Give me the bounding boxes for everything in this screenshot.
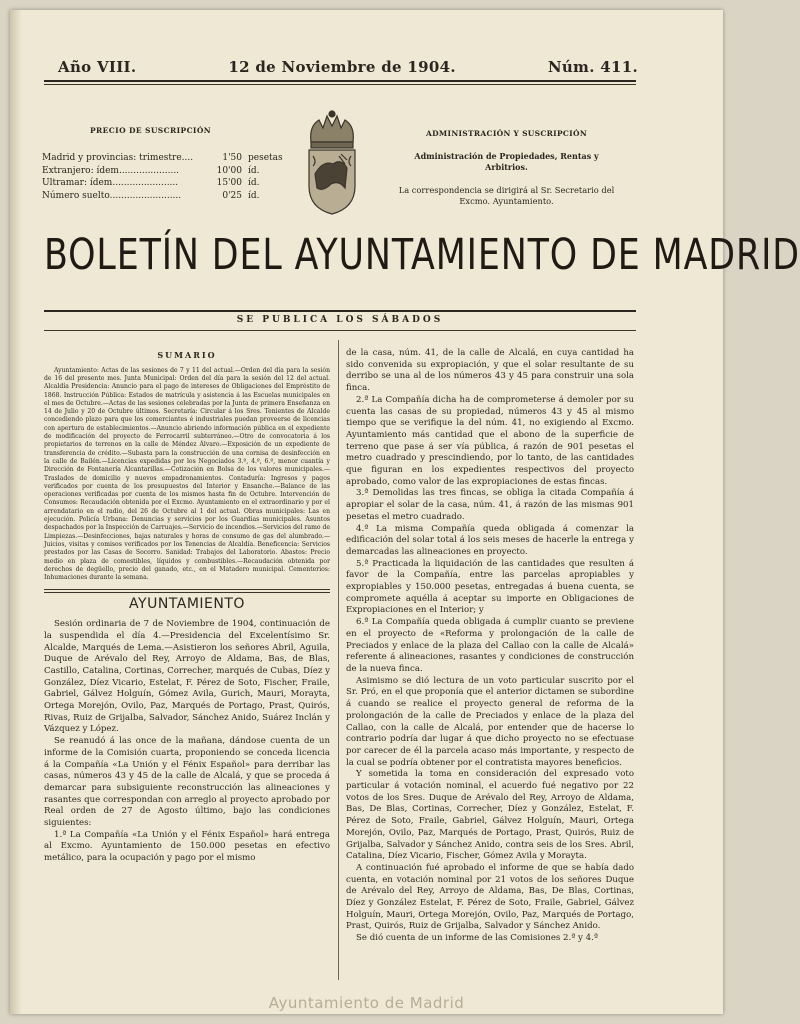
price-unit: pesetas <box>248 153 283 163</box>
price-label: Madrid y provincias: trimestre.... <box>42 153 194 163</box>
admin-note: La correspondencia se dirigirá al Sr. Secretario del Excmo. Ayuntamiento. <box>398 185 615 206</box>
issue-date: 12 de Noviembre de 1904. <box>228 58 456 76</box>
right-paragraph: 2.ª La Compañía dicha ha de comprometerse á demoler por su cuenta las casas de su propiedad, números 43 y 45 al mismo tiempo que se verifique la del núm. 41, no exigiendo al Excmo. Ayuntamiento más cantidad que el abono de la superficie de terreno que pase á ser vía pública, á razón de 901 pesetas el metro cuadrado y prescindiendo, por lo tanto, de las cantidades que figuran en los expedientes respectivos del proyecto aprobado, como valor de las expropiaciones de estas fincas. <box>346 394 634 487</box>
left-column <box>44 350 330 865</box>
masthead-rule-bottom <box>44 330 636 331</box>
price-row <box>42 177 290 190</box>
right-paragraph: Y sometida la toma en consideración del expresado voto particular á votación nominal, el acuerdo fué negativo por 22 votos de los Sres. Duque de Arévalo del Rey, Arroyo de Aldama, Bas, De Blas, Cortinas, Correcher, Díez y González, Estelat, F. Pérez de Soto, Fraile, Gabriel, Gálvez Holguín, Mauri, Ortega Morejón, Ovilo, Paz, Marqués de Portago, Prast, Quirós, Ruiz de Grijalba, Salvador y Sánchez Anido, contra seis de los Sres. Abril, Catalina, Díez Vicario, Fischer, Gómez Avila y Morayta. <box>346 769 634 862</box>
right-paragraph: Asimismo se dió lectura de un voto particular suscrito por el Sr. Pró, en el que proponía que el anterior dictamen se subordine á cuando se realice el proyecto general de reforma de la prolongación de la calle de Preciados y enlace de la plaza del Callao, con la calle de Alcalá, por entender que de hacerse lo contrario podría dar lugar á que dicho proyecto no se efectuase por carecer de él la parcela acaso más importante, y respecto de la cual se podría obtener por el contratista mayores beneficios. <box>346 675 634 768</box>
right-paragraph: de la casa, núm. 41, de la calle de Alcalá, en cuya cantidad ha sido convenida su expropiación, y que el solar resultante de su derribo se una al de los números 43 y 45 para construir una sola finca. <box>346 348 634 394</box>
price-value: 10'00 <box>216 165 242 176</box>
price-label: Número suelto......................... <box>42 190 182 201</box>
price-label: Extranjero: ídem..................... <box>42 165 180 176</box>
price-unit: íd. <box>248 165 260 176</box>
madrid-coat-of-arms-icon <box>301 108 363 218</box>
column-divider <box>338 340 340 980</box>
masthead-tagline: SE PUBLICA LOS SÁBADOS <box>236 315 444 325</box>
right-paragraph: 5.ª Practicada la liquidación de las cantidades que resulten á favor de la Compañía, entre las parcelas apropiables y expropiables y 150.000 pesetas, entregadas á buena cuenta, se compromete aquélla á aceptar su importe en Obligaciones de Expropiaciones en el Interior; y <box>346 558 634 616</box>
issue-number: Núm. 411. <box>547 58 638 76</box>
price-row <box>42 152 290 165</box>
right-column <box>346 348 634 945</box>
price-value: 1'50 <box>222 153 242 163</box>
watermark-footer: Ayuntamiento de Madrid <box>268 994 465 1012</box>
summary-text: Ayuntamiento: Actas de las sesiones de 7 y 11 del actual.—Orden del día para la sesión de 16 del presente mes. Junta Municipal: Orden del día para la sesión del 12 del actual. Alcaldía Presidencia: Anuncio para el pago de intereses de Obligaciones del Empréstito de 1868. Instrucción Pública: Estados de matrícula y asistencia á las Escuelas municipales en el mes de Octubre.—Actas de las sesiones celebradas por la Junta de primera Enseñanza en 14 de Julio y 20 de Octubre últimos. Secretaría: Circular á los Sres. Tenientes de Alcalde concediendo plazo para que los comerciantes é industriales puedan proveerse de licencias con apertura de establecimientos.—Anuncio abriendo información pública en el expediente de modificación del proyecto de Ferrocarril subterráneo.—Otro de convocatoria á los propietarios de terrenos en la calle de Méndez Álvaro.—Exposición de un expediente de transferencia de crédito.—Subasta para la construcción de una cornisa de desinfección en la calle de Bailén.—Licencias expedidas por los Negociados 3.º, 4.º, 6.º, menor cuantía y Dirección de Fontanería Alcantarillas.—Cotización en Bolsa de los valores municipales.—Traslados de domicilio y nuevos empadronamientos. Contaduría: Ingresos y pagos verificados por cuenta de los presupuestos del Interior y Ensanche.—Balance de las operaciones verificadas por cuenta de los mismos hasta fin de Octubre. Intervención de Consumos: Recaudación obtenida por el Excmo. Ayuntamiento en el extraordinario y por el arrendatario en el radio, del 26 de Octubre al 1 del actual. Obras municipales: Las en ejecución. Policía Urbana: Denuncias y servicios por los Guardias municipales. Asuntos despachados por la Inspección de Carruajes.—Servicio de incendios.—Servicios del ramo de Limpiezas.—Desinfecciones, bajas naturales y horas de consumo de gas del alumbrado.—Juicios, visitas y comisos verificados por los Tenencias de Alcaldía. Beneficencia: Servicios prestados por las Casas de Socorro. Sanidad: Trabajos del Laboratorio. Abastos: Precio medio en plaza de comestibles, líquidos y combustibles.—Recaudación obtenida por derechos de degüello, precio del ganado, etc., en el Matadero municipal. Cementerios: Inhumaciones durante la semana. <box>44 366 330 582</box>
right-paragraph: 3.ª Demolidas las tres fincas, se obliga la citada Compañía á apropiar el solar de la casa, núm. 41, á razón de las mismas 901 pesetas el metro cuadrado. <box>346 488 634 522</box>
price-value: 15'00 <box>216 178 242 188</box>
newspaper-page <box>10 10 800 1014</box>
admin-title: ADMINISTRACIÓN Y SUSCRIPCIÓN <box>426 129 587 138</box>
masthead-rule-top <box>44 310 636 312</box>
right-paragraph: Se dió cuenta de un informe de las Comisiones 2.ª y 4.ª <box>356 933 598 944</box>
masthead-title: BOLETÍN DEL AYUNTAMIENTO DE MADRID <box>44 230 800 280</box>
price-label: Ultramar: ídem....................... <box>42 178 179 188</box>
summary-rule-2 <box>44 592 330 593</box>
right-paragraph: A continuación fué aprobado el informe de que se había dado cuenta, en votación nominal por 21 votos de los señores Duque de Arévalo del Rey, Arroyo de Aldama, Bas, De Blas, Cortinas, Díez y González Estelat, F. Pérez de Soto, Fraile, Gabriel, Gálvez Holguín, Mauri, Ortega Morejón, Ovilo, Paz, Marqués de Portago, Prast, Quirós, Ruiz de Grijalba, Salvador y Sánchez Anido. <box>346 862 634 932</box>
header-rule <box>44 80 636 82</box>
price-row <box>42 190 290 203</box>
price-unit: íd. <box>248 178 260 188</box>
price-table <box>42 152 290 202</box>
right-paragraph: 6.ª La Compañía queda obligada á cumplir cuanto se previene en el proyecto de «Reforma y prolongación de la calle de Preciados y enlace de la plaza del Callao con la calle de Alcalá» referente á alineaciones, rasantes y condiciones de construcción de la nueva finca. <box>346 617 634 674</box>
page-edge-shadow <box>10 10 22 1014</box>
left-paragraph: 1.ª La Compañía «La Unión y el Fénix Español» hará entrega al Excmo. Ayuntamiento de 150.000 pesetas en efectivo metálico, para la ocupación y pago por el mismo <box>44 829 330 864</box>
price-value: 0'25 <box>222 190 242 201</box>
issue-header <box>58 58 638 76</box>
administration-block <box>394 128 619 207</box>
summary-title: SUMARIO <box>157 350 217 360</box>
price-row <box>42 165 290 178</box>
admin-subtitle: Administración de Propiedades, Rentas y Arbitrios. <box>414 151 599 172</box>
left-paragraph: Se reanudó á las once de la mañana, dándose cuenta de un informe de la Comisión cuarta, proponiendo se conceda licencia á la Compañía «La Unión y el Fénix Español» para derribar las casas, números 43 y 45 de la calle de Alcalá, y que se proceda á demarcar para subsiguiente reconstrucción las alineaciones y rasantes que correspondan con arreglo al proyecto aprobado por Real orden de 27 de Agosto último, bajo las condiciones siguientes: <box>44 736 330 829</box>
left-paragraph: Sesión ordinaria de 7 de Noviembre de 1904, continuación de la suspendida el día 4.—Presidencia del Excelentísimo Sr. Alcalde, Marqués de Lema.—Asistieron los señores Abril, Aguila, Duque de Arévalo del Rey, Arroyo de Aldama, Bas, de Blas, Castillo, Catalina, Cortinas, Correcher, marqués de Cubas, Díez y González, Díez Vicario, Estelat, F. Pérez de Soto, Fischer, Fraile, Gabriel, Gálvez Holguín, Gómez Avila, Gurich, Mauri, Morayta, Ortega Morejón, Ovilo, Paz, Marqués de Portago, Prast, Quirós, Rivas, Ruiz de Grijalba, Salvador, Sánchez Anido, Suárez Inclán y Vázquez y López. <box>44 619 330 735</box>
summary-rule <box>44 589 330 590</box>
section-title: AYUNTAMIENTO <box>129 596 245 613</box>
price-title: PRECIO DE SUSCRIPCIÓN <box>90 126 212 135</box>
price-unit: íd. <box>248 190 260 201</box>
right-paragraph: 4.ª La misma Compañía queda obligada á comenzar la edificación del solar total á los seis meses de hacerle la entrega y demarcadas las alineaciones en proyecto. <box>346 523 634 557</box>
issue-year: Año VIII. <box>58 58 137 76</box>
header-rule-thin <box>44 84 636 85</box>
